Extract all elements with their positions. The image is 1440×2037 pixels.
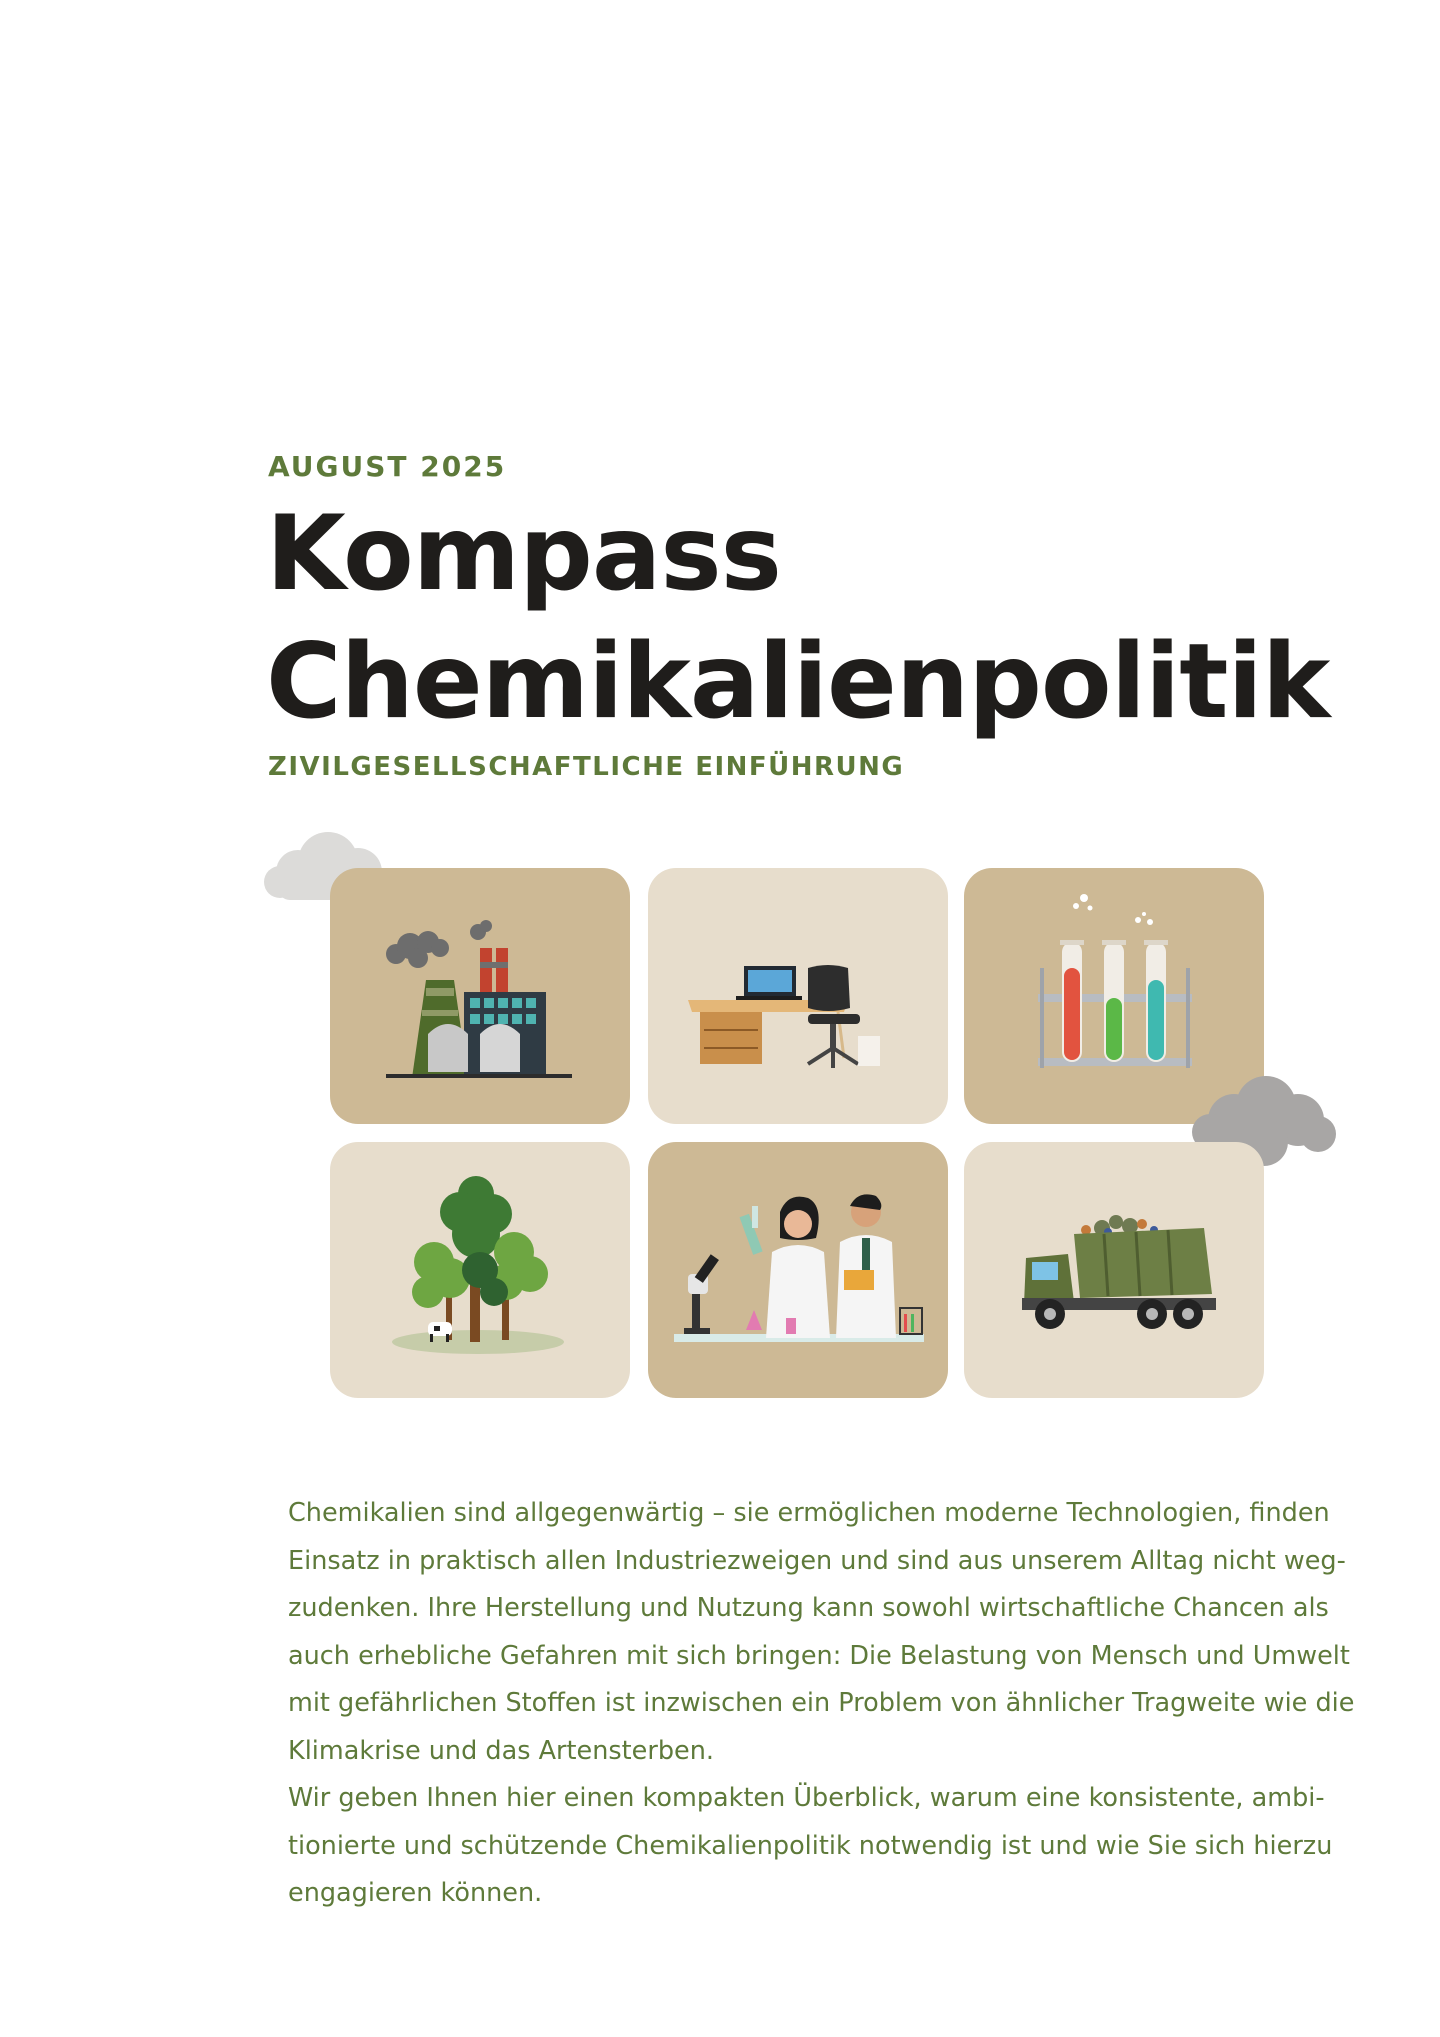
tile-tree [330, 1142, 630, 1398]
tile-scientists [648, 1142, 948, 1398]
date-kicker: AUGUST 2025 [268, 450, 507, 483]
test-tubes-icon [964, 868, 1264, 1124]
tile-test-tubes [964, 868, 1264, 1124]
title-line-1: Kompass [266, 494, 781, 614]
intro-text [288, 1490, 1368, 1918]
tile-office [648, 868, 948, 1124]
factory-icon [330, 868, 630, 1124]
intro-paragraph-2: Wir geben Ihnen hier einen kompakten Überblick, warum eine konsistente, ambi-tionierte und schützende Chemikalienpolitik notwendig ist und wie Sie sich hierzu engagieren können. [288, 1783, 1333, 1908]
dark-cloud-icon [1186, 1066, 1340, 1170]
intro-paragraph-1: Chemikalien sind allgegenwärtig – sie ermöglichen moderne Technologien, finden Einsatz in praktisch allen Industriezweigen und sind aus unserem Alltag nicht weg-zudenken. Ihre Herstellung und Nutzung kann sowohl wirtschaftliche Chancen als auch erhebliche Gefahren mit sich bringen: Die Belastung von Mensch und Umwelt mit gefährlichen Stoffen ist inzwischen ein Problem von ähnlicher Tragweite wie die Klimakrise und das Artensterben. [288, 1498, 1355, 1766]
light-cloud-icon [258, 826, 398, 906]
subtitle: ZIVILGESELLSCHAFTLICHE EINFÜHRUNG [268, 752, 905, 782]
tree-icon [330, 1142, 630, 1398]
page-title [266, 490, 1329, 746]
garbage-truck-icon [964, 1142, 1264, 1398]
scientists-icon [648, 1142, 948, 1398]
office-desk-icon [648, 868, 948, 1124]
tile-factory [330, 868, 630, 1124]
tile-truck [964, 1142, 1264, 1398]
title-line-2: Chemikalienpolitik [266, 622, 1330, 742]
